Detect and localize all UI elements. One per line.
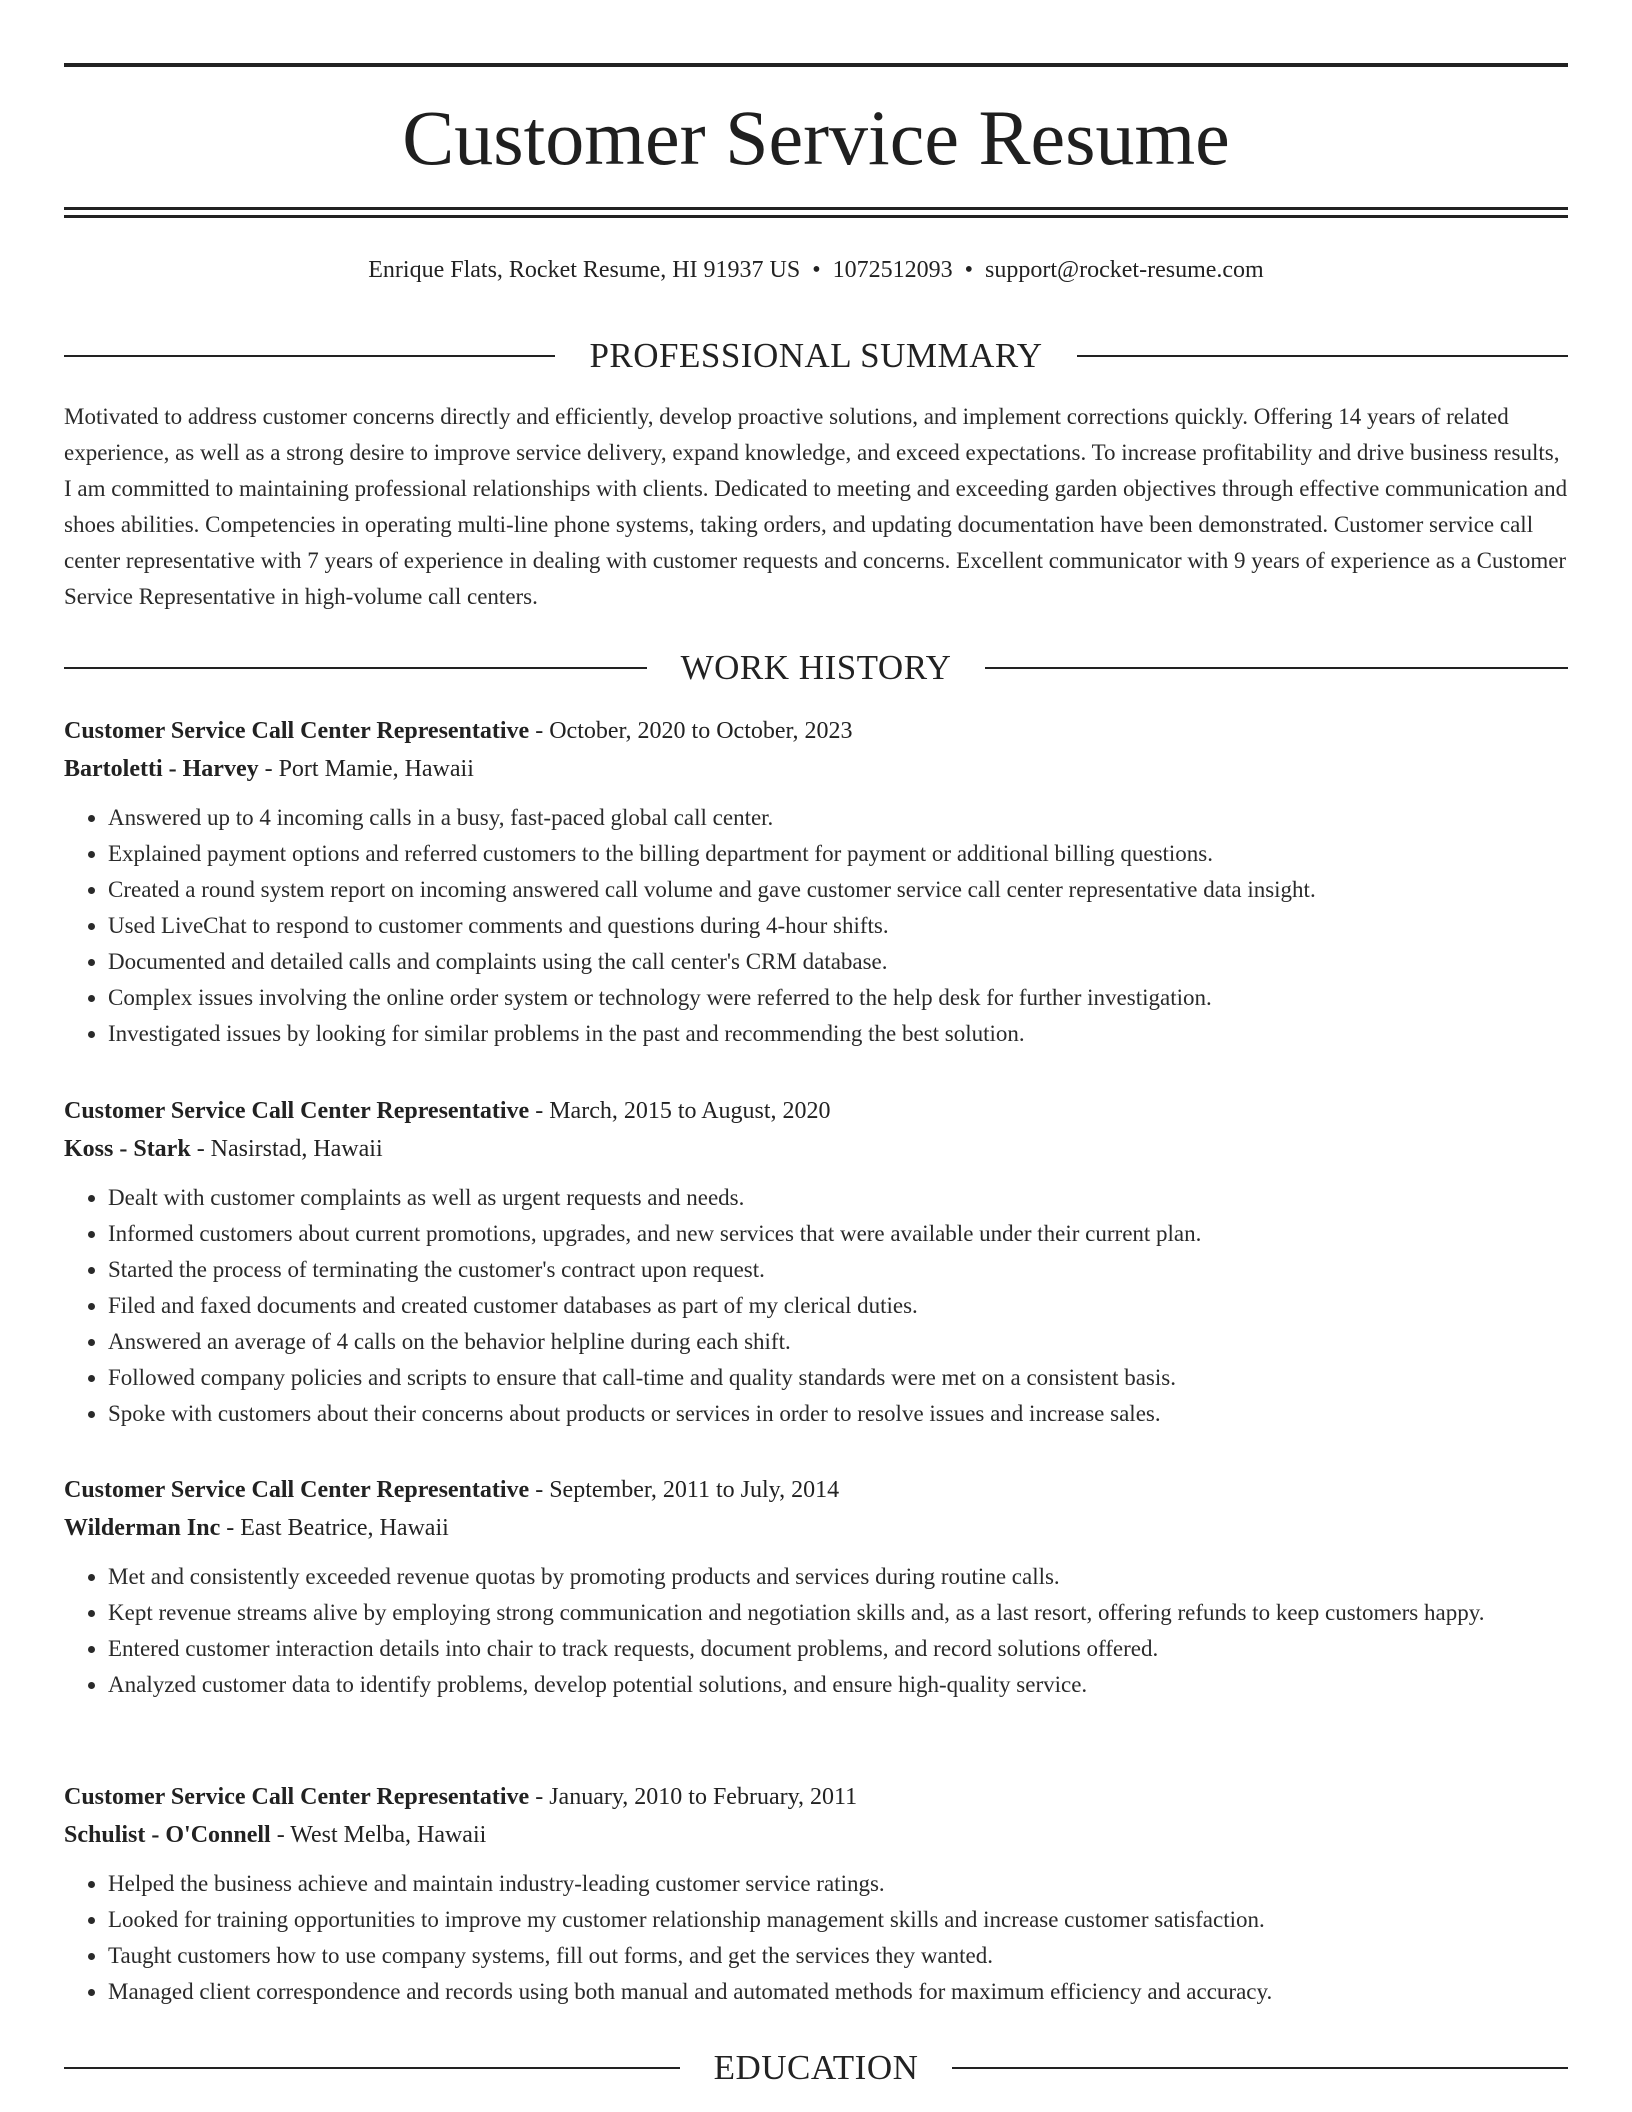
bullet-item: • Documented and detailed calls and complaints using the call center's CRM database. [108, 944, 1568, 980]
job-title-line [64, 1092, 1568, 1130]
title-rule-lower [64, 215, 1568, 218]
resume-title: Customer Service Resume [402, 94, 1230, 181]
bullet-item: • Complex issues involving the online order system or technology were referred to the help desk for further investigation. [108, 980, 1568, 1016]
section-title: EDUCATION [713, 2048, 919, 2087]
job-dates: - January, 2010 to February, 2011 [529, 1784, 858, 1810]
summary-text: Motivated to address customer concerns directly and efficiently, develop proactive solutions, and implement corrections quickly. Offering 14 years of related experience, as well as a strong desire to improve service delivery, expand knowledge, and exceed expectations. To increase profitability and drive business results, I am committed to maintaining professional relationships with clients. Dedicated to meeting and exceeding garden objectives through effective communication and shoes abilities. Competencies in operating multi-line phone systems, taking orders, and updating documentation have been demonstrated. Customer service call center representative with 7 years of experience in dealing with customer requests and concerns. Excellent communicator with 9 years of experience as a Customer Service Representative in high-volume call centers. [64, 404, 1568, 609]
bullet-item: • Answered up to 4 incoming calls in a busy, fast-paced global call center. [108, 800, 1568, 836]
bullet-item: • Managed client correspondence and records using both manual and automated methods for maximum efficiency and accuracy. [108, 1974, 1568, 2010]
divider [1077, 355, 1568, 357]
bullet-item: • Explained payment options and referred customers to the billing department for payment or additional billing questions. [108, 836, 1568, 872]
bullet-item: • Looked for training opportunities to improve my customer relationship management skills and increase customer satisfaction. [108, 1902, 1568, 1938]
title-rule-upper [64, 207, 1568, 210]
section-heading-education [64, 2048, 1568, 2088]
bullet-item: • Spoke with customers about their concerns about products or services in order to resolve issues and increase sales. [108, 1396, 1568, 1432]
job-title: Customer Service Call Center Representative [64, 1477, 530, 1503]
divider [952, 2067, 1568, 2069]
job-title: Customer Service Call Center Representative [64, 718, 530, 744]
job-company-line [64, 750, 1568, 788]
divider [985, 667, 1568, 669]
job-company-line [64, 1816, 1568, 1854]
bullet-item: • Entered customer interaction details into chair to track requests, document problems, and record solutions offered. [108, 1631, 1568, 1667]
section-heading-work [64, 648, 1568, 688]
section-title: WORK HISTORY [680, 648, 952, 687]
bullet-item: • Used LiveChat to respond to customer comments and questions during 4-hour shifts. [108, 908, 1568, 944]
bullet-item: • Created a round system report on incoming answered call volume and gave customer service call center representative data insight. [108, 872, 1568, 908]
job-company: Bartoletti - Harvey [64, 756, 259, 782]
job-dates: - October, 2020 to October, 2023 [529, 718, 853, 744]
job-company: Schulist - O'Connell [64, 1822, 271, 1848]
job-dates: - September, 2011 to July, 2014 [529, 1477, 840, 1503]
bullet-item: • Met and consistently exceeded revenue quotas by promoting products and services during routine calls. [108, 1559, 1568, 1595]
job-company-line [64, 1130, 1568, 1168]
job-title: Customer Service Call Center Representative [64, 1784, 530, 1810]
bullet-item: • Filed and faxed documents and created customer databases as part of my clerical duties. [108, 1288, 1568, 1324]
job-title-line [64, 1778, 1568, 1816]
contact-separator: • [812, 257, 821, 283]
bullet-item: • Helped the business achieve and maintain industry-leading customer service ratings. [108, 1866, 1568, 1902]
job-location: - West Melba, Hawaii [270, 1822, 487, 1848]
job-title-line [64, 712, 1568, 750]
divider [64, 355, 555, 357]
bullet-item: • Answered an average of 4 calls on the behavior helpline during each shift. [108, 1324, 1568, 1360]
contact-separator: • [964, 257, 974, 283]
job-dates: - March, 2015 to August, 2020 [529, 1098, 831, 1124]
job-entry [64, 712, 1568, 1052]
contact-email: support@rocket-resume.com [985, 257, 1264, 283]
job-title-line [64, 1471, 1568, 1509]
job-location: - Nasirstad, Hawaii [190, 1136, 383, 1162]
top-rule [64, 63, 1568, 67]
bullet-item: • Taught customers how to use company systems, fill out forms, and get the services they wanted. [108, 1938, 1568, 1974]
job-location: - East Beatrice, Hawaii [220, 1515, 449, 1541]
bullet-item: • Investigated issues by looking for similar problems in the past and recommending the best solution. [108, 1016, 1568, 1052]
bullet-item: • Followed company policies and scripts to ensure that call-time and quality standards were met on a consistent basis. [108, 1360, 1568, 1396]
job-title: Customer Service Call Center Representative [64, 1098, 530, 1124]
bullet-item: • Kept revenue streams alive by employing strong communication and negotiation skills and, as a last resort, offering refunds to keep customers happy. [108, 1595, 1568, 1631]
job-bullets [64, 800, 1568, 1052]
job-location: - Port Mamie, Hawaii [258, 756, 474, 782]
divider [64, 2067, 680, 2069]
job-entry [64, 1778, 1568, 2010]
contact-line [64, 254, 1568, 286]
job-company: Wilderman Inc [64, 1515, 221, 1541]
contact-phone: 1072512093 [832, 257, 953, 283]
job-company-line [64, 1509, 1568, 1547]
section-title: PROFESSIONAL SUMMARY [589, 336, 1043, 375]
job-entry [64, 1092, 1568, 1432]
contact-address: Enrique Flats, Rocket Resume, HI 91937 US [368, 257, 801, 283]
job-bullets [64, 1866, 1568, 2010]
divider [64, 667, 647, 669]
bullet-item: • Dealt with customer complaints as well as urgent requests and needs. [108, 1180, 1568, 1216]
bullet-item: • Analyzed customer data to identify problems, develop potential solutions, and ensure high-quality service. [108, 1667, 1568, 1703]
job-company: Koss - Stark [64, 1136, 191, 1162]
job-entry [64, 1471, 1568, 1703]
bullet-item: • Informed customers about current promotions, upgrades, and new services that were available under their current plan. [108, 1216, 1568, 1252]
section-heading-summary [64, 336, 1568, 376]
job-bullets [64, 1559, 1568, 1703]
job-bullets [64, 1180, 1568, 1432]
bullet-item: • Started the process of terminating the customer's contract upon request. [108, 1252, 1568, 1288]
